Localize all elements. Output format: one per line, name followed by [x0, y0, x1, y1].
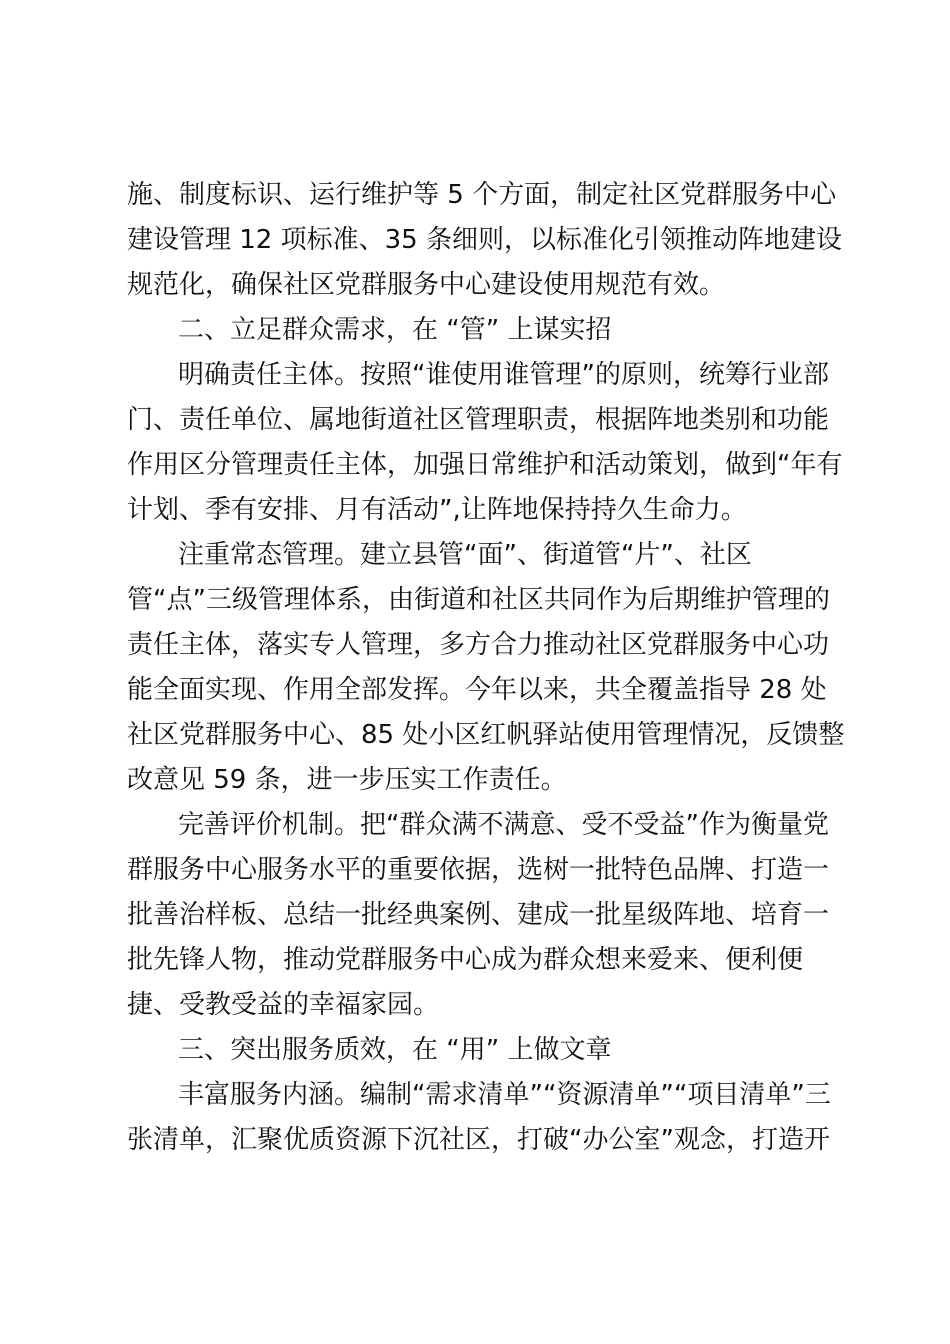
paragraph-line: 建设管理 12 项标准、35 条细则，以标准化引领推动阵地建设 — [127, 225, 842, 255]
paragraph-line: 施、制度标识、运行维护等 5 个方面，制定社区党群服务中心 — [127, 180, 837, 210]
paragraph-line: 批先锋人物，推动党群服务中心成为群众想来爱来、便利便 — [127, 945, 804, 975]
paragraph-line: 捷、受教受益的幸福家园。 — [127, 990, 440, 1020]
paragraph-line: 改意见 59 条，进一步压实工作责任。 — [127, 765, 567, 795]
paragraph-line: 责任主体，落实专人管理，多方合力推动社区党群服务中心功 — [127, 630, 830, 660]
section-heading: 三、突出服务质效，在 “用” 上做文章 — [178, 1035, 612, 1065]
paragraph-line: 明确责任主体。按照“谁使用谁管理”的原则，统筹行业部 — [178, 360, 829, 390]
paragraph-line: 作用区分管理责任主体，加强日常维护和活动策划，做到“年有 — [127, 450, 843, 480]
paragraph-line: 规范化，确保社区党群服务中心建设使用规范有效。 — [127, 270, 726, 300]
paragraph-line: 能全面实现、作用全部发挥。今年以来，共全覆盖指导 28 处 — [127, 675, 827, 705]
paragraph-line: 完善评价机制。把“群众满不满意、受不受益”作为衡量党 — [178, 810, 829, 840]
paragraph-line: 门、责任单位、属地街道社区管理职责，根据阵地类别和功能 — [127, 405, 830, 435]
section-heading: 二、立足群众需求，在 “管” 上谋实招 — [178, 315, 612, 345]
paragraph-line: 批善治样板、总结一批经典案例、建成一批星级阵地、培育一 — [127, 900, 830, 930]
paragraph-line: 注重常态管理。建立县管“面”、街道管“片”、社区 — [178, 540, 752, 570]
paragraph-line: 张清单，汇聚优质资源下沉社区，打破“办公室”观念，打造开 — [127, 1125, 830, 1155]
paragraph-line: 群服务中心服务水平的重要依据，选树一批特色品牌、打造一 — [127, 855, 830, 885]
paragraph-line: 计划、季有安排、月有活动”,让阵地保持持久生命力。 — [127, 495, 747, 525]
paragraph-line: 丰富服务内涵。编制“需求清单”“资源清单”“项目清单”三 — [178, 1080, 831, 1110]
paragraph-line: 管“点”三级管理体系，由街道和社区共同作为后期维护管理的 — [127, 585, 830, 615]
paragraph-line: 社区党群服务中心、85 处小区红帆驿站使用管理情况，反馈整 — [127, 720, 845, 750]
